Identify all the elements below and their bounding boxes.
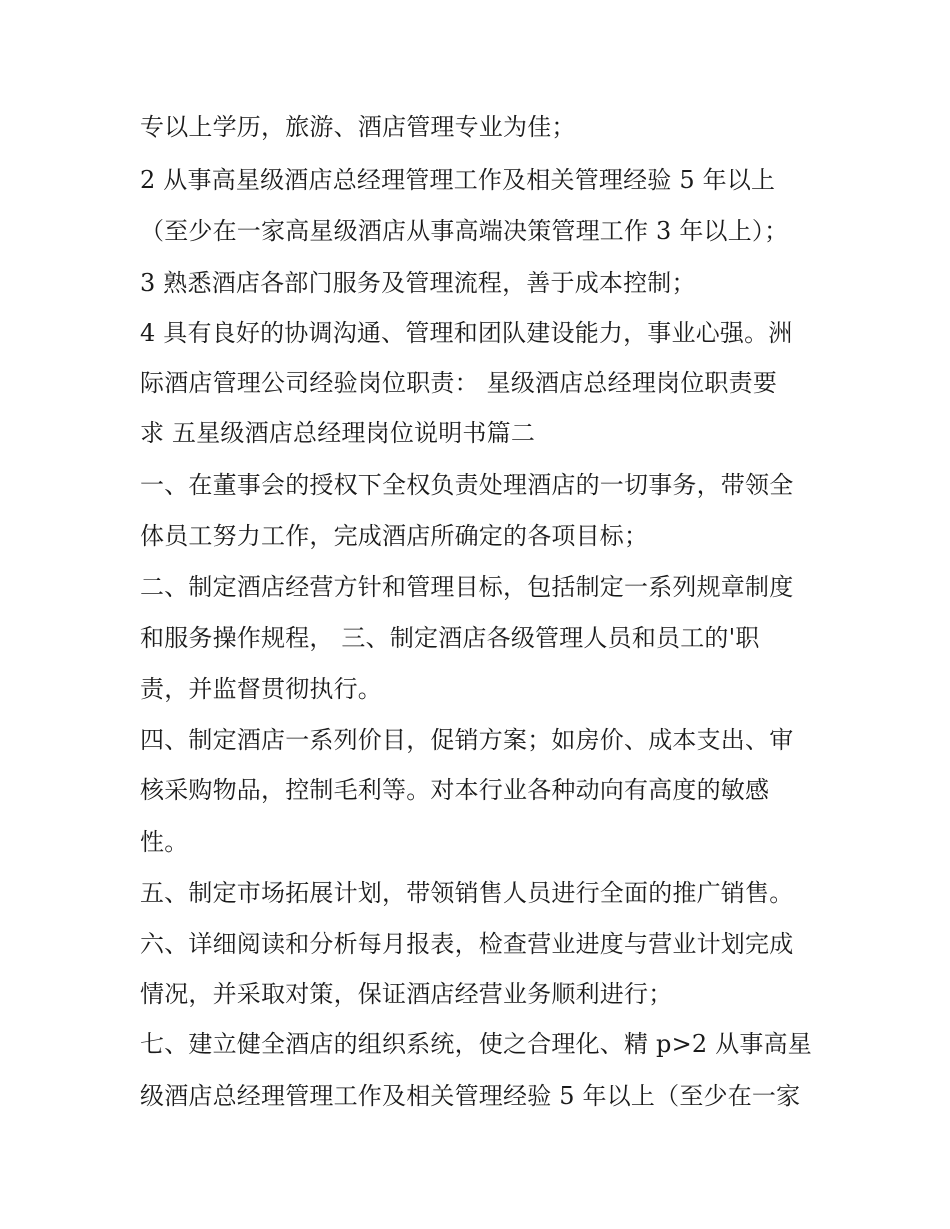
text-line: （至少在一家高星级酒店从事高端决策管理工作 3 年以上）； xyxy=(140,217,789,245)
text-line: 责，并监督贯彻执行。 xyxy=(140,675,382,703)
text-line: 核采购物品，控制毛利等。对本行业各种动向有高度的敏感 xyxy=(140,776,770,804)
text-line: 六、详细阅读和分析每月报表，检查营业进度与营业计划完成 xyxy=(140,930,794,958)
text-line: 二、制定酒店经营方针和管理目标，包括制定一系列规章制度 xyxy=(140,573,794,601)
text-line: 求 五星级酒店总经理岗位说明书篇二 xyxy=(140,419,536,447)
text-line: 四、制定酒店一系列价目，促销方案；如房价、成本支出、审 xyxy=(140,726,794,754)
text-line: 体员工努力工作，完成酒店所确定的各项目标； xyxy=(140,522,649,550)
text-line: 五、制定市场拓展计划，带领销售人员进行全面的推广销售。 xyxy=(140,879,794,907)
text-line: 专以上学历，旅游、酒店管理专业为佳； xyxy=(140,113,576,141)
text-line: 4 具有良好的协调沟通、管理和团队建设能力，事业心强。洲 xyxy=(140,319,793,347)
text-line: 性。 xyxy=(140,828,189,856)
text-line: 级酒店总经理管理工作及相关管理经验 5 年以上（至少在一家 xyxy=(140,1082,801,1110)
text-line: 际酒店管理公司经验岗位职责： 星级酒店总经理岗位职责要 xyxy=(140,369,778,397)
text-line: 和服务操作规程， 三、制定酒店各级管理人员和员工的'职 xyxy=(140,624,760,652)
text-line: 七、建立健全酒店的组织系统，使之合理化、精 p>2 从事高星 xyxy=(140,1030,812,1058)
text-line: 情况，并采取对策，保证酒店经营业务顺利进行； xyxy=(140,980,673,1008)
text-line: 2 从事高星级酒店总经理管理工作及相关管理经验 5 年以上 xyxy=(140,166,776,194)
text-line: 一、在董事会的授权下全权负责处理酒店的一切事务，带领全 xyxy=(140,471,794,499)
text-line: 3 熟悉酒店各部门服务及管理流程，善于成本控制； xyxy=(140,269,696,297)
